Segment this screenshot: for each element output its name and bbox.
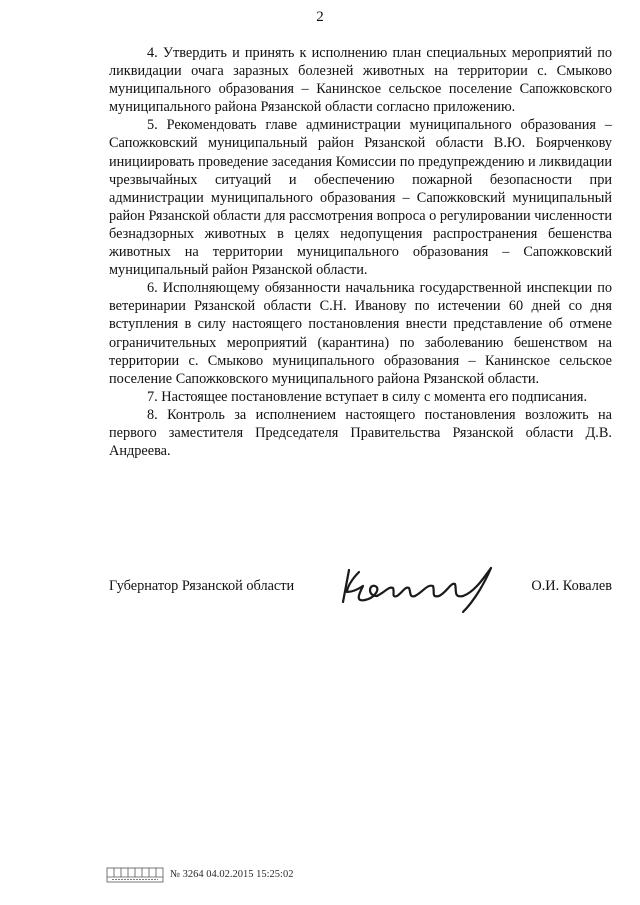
paragraph-8: 8. Контроль за исполнением настоящего постановления возложить на первого заместителя Председателя Правительства Рязанской области Д.В. Андреева. (109, 406, 612, 460)
page-number: 2 (316, 9, 324, 25)
document-footer (106, 866, 366, 886)
handwritten-signature-icon (335, 562, 505, 617)
signature-block (109, 570, 612, 620)
signatory-name: О.И. Ковалев (531, 578, 612, 594)
signatory-title: Губернатор Рязанской области (109, 578, 295, 594)
paragraph-5: 5. Рекомендовать главе администрации муниципального образования – Сапожковский муниципальный район Рязанской области В.Ю. Боярченкову инициировать проведение заседания Комиссии по предупреждению и ликвидации чрезвычайных ситуаций и обеспечению пожарной безопасности при администрации муниципального образования – Сапожковский муниципальный район Рязанской области для рассмотрения вопроса о регулировании численности безнадзорных животных в целях недопущения распространения бешенства животных на территории муниципального образования – Сапожковский муниципальный район Рязанской области. (109, 117, 612, 279)
document-body (109, 44, 612, 460)
paragraph-4: 4. Утвердить и принять к исполнению план специальных мероприятий по ликвидации очага заразных болезней животных на территории с. Смыково муниципального образования – Канинское сельское поселение Сапожковского муниципального района Рязанской области согласно приложению. (109, 45, 612, 116)
paragraph-7: 7. Настоящее постановление вступает в силу с момента его подписания. (147, 388, 588, 405)
paragraph-6: 6. Исполняющему обязанности начальника государственной инспекции по ветеринарии Рязанской области С.Н. Иванову по истечении 60 дней со дня вступления в силу настоящего постановления внести представление об отмене ограничительных мероприятий (карантина) по заболеванию бешенством на территории с. Смыково муниципального образования – Канинское сельское поселение Сапожковского муниципального района Рязанской области. (109, 280, 612, 387)
registration-number: № 3264 04.02.2015 15:25:02 (170, 869, 294, 880)
registry-stamp-logo-icon (106, 866, 164, 884)
